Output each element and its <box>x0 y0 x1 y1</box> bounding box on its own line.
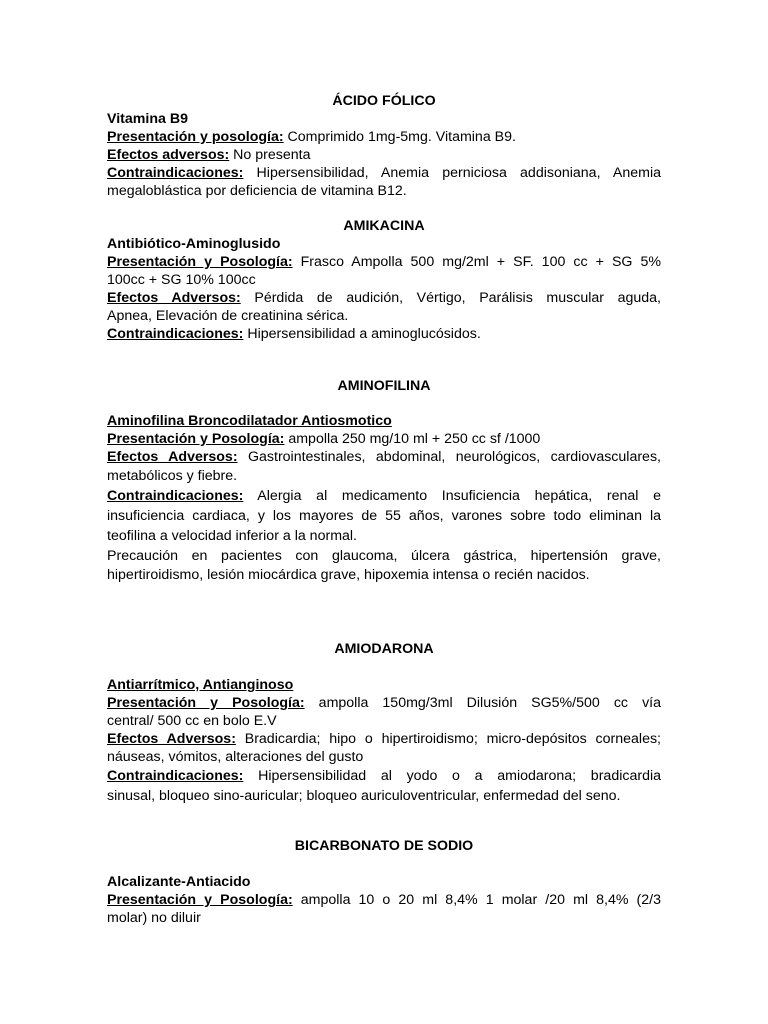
presentation-text: ampolla 10 o 20 ml 8,4% 1 molar /20 ml 8,4% (2/3 <box>292 892 661 908</box>
presentation-text: Frasco Ampolla 500 mg/2ml + SF. 100 cc + SG 5% <box>292 254 661 270</box>
drug-category: Aminofilina Broncodilatador Antiosmotico <box>107 413 392 429</box>
adverse-effects-label: Efectos Adversos: <box>107 731 236 747</box>
drug-entry-aminofilina <box>107 412 661 584</box>
adverse-effects-label: Efectos Adversos: <box>107 290 241 306</box>
presentation-line <box>107 891 661 909</box>
adverse-effects-text: Gastrointestinales, abdominal, neurológicos, cardiovasculares, <box>237 449 661 465</box>
presentation-text-continued: 100cc + SG 10% 100cc <box>107 272 256 288</box>
section-title: BICARBONATO DE SODIO <box>294 838 474 854</box>
adverse-effects-line <box>107 448 661 466</box>
contraindications-text-continued: insuficiencia cardiaca, y los mayores de 55 años, varones sobre todo eliminan la <box>107 508 661 524</box>
drug-entry-amikacina <box>107 235 661 343</box>
precaution-text-continued: hipertiroidismo, lesión miocárdica grave, hipoxemia intensa o recién nacidos. <box>107 567 590 583</box>
adverse-effects-label: Efectos adversos: <box>107 147 230 163</box>
contraindications-line <box>107 325 661 343</box>
section-title: AMINOFILINA <box>337 378 431 394</box>
drug-entry-amiodarona <box>107 676 661 806</box>
drug-category: Antibiótico-Aminoglusido <box>107 236 281 252</box>
contraindications-label: Contraindicaciones: <box>107 768 244 784</box>
contraindications-text: Hipersensibilidad al yodo o a amiodarona; bradicardia <box>243 768 661 784</box>
presentation-text-continued: molar) no diluir <box>107 910 201 926</box>
contraindications-label: Contraindicaciones: <box>107 488 244 504</box>
presentation-line <box>107 430 661 448</box>
adverse-effects-text-continued: náuseas, vómitos, alteraciones del gusto <box>107 749 364 765</box>
presentation-label: Presentación y Posología: <box>107 892 293 908</box>
drug-entry-acido-folico <box>107 110 661 200</box>
adverse-effects-text: No presenta <box>229 147 311 163</box>
presentation-line <box>107 128 661 146</box>
adverse-effects-text: Pérdida de audición, Vértigo, Parálisis muscular aguda, <box>240 290 661 306</box>
presentation-label: Presentación y posología: <box>107 129 284 145</box>
adverse-effects-label: Efectos Adversos: <box>107 449 238 465</box>
contraindications-text-continued: sinusal, bloqueo sino-auricular; bloqueo auriculoventricular, enfermedad del seno. <box>107 788 621 804</box>
contraindications-line <box>107 486 661 506</box>
drug-category: Vitamina B9 <box>107 111 188 127</box>
presentation-line <box>107 253 661 271</box>
section-title: ÁCIDO FÓLICO <box>332 93 436 109</box>
section-title: AMIKACINA <box>343 218 425 234</box>
drug-entry-bicarbonato <box>107 873 661 927</box>
presentation-text: ampolla 150mg/3ml Dilusión SG5%/500 cc vía <box>304 695 661 711</box>
contraindications-label: Contraindicaciones: <box>107 326 244 342</box>
contraindications-text: Alergia al medicamento Insuficiencia hepática, renal e <box>243 488 661 504</box>
drug-category: Antiarrítmico, Antianginoso <box>107 677 294 693</box>
adverse-effects-text-continued: Apnea, Elevación de creatinina sérica. <box>107 308 349 324</box>
adverse-effects-text: Bradicardia; hipo o hipertiroidismo; micro-depósitos corneales; <box>235 731 661 747</box>
presentation-label: Presentación y Posología: <box>107 431 285 447</box>
contraindications-line <box>107 766 661 786</box>
adverse-effects-line <box>107 289 661 307</box>
presentation-label: Presentación y Posología: <box>107 695 305 711</box>
drug-category: Alcalizante-Antiacido <box>107 874 251 890</box>
section-title: AMIODARONA <box>334 641 434 657</box>
adverse-effects-line <box>107 146 661 164</box>
presentation-text: Comprimido 1mg-5mg. Vitamina B9. <box>283 129 516 145</box>
contraindications-text: Hipersensibilidad, Anemia perniciosa addisoniana, Anemia <box>243 165 661 181</box>
contraindications-text-continued: teofilina a velocidad inferior a la normal. <box>107 528 357 544</box>
contraindications-text: Hipersensibilidad a aminoglucósidos. <box>243 326 481 342</box>
presentation-label: Presentación y Posología: <box>107 254 293 270</box>
precaution-text: Precaución en pacientes con glaucoma, úlcera gástrica, hipertensión grave, <box>107 548 661 564</box>
presentation-line <box>107 694 661 712</box>
presentation-text: ampolla 250 mg/10 ml + 250 cc sf /1000 <box>284 431 541 447</box>
contraindications-text-continued: megaloblástica por deficiencia de vitamina B12. <box>107 183 407 199</box>
contraindications-label: Contraindicaciones: <box>107 165 244 181</box>
contraindications-line <box>107 164 661 182</box>
adverse-effects-text-continued: metabólicos y fiebre. <box>107 468 238 484</box>
adverse-effects-line <box>107 730 661 748</box>
presentation-text-continued: central/ 500 cc en bolo E.V <box>107 713 277 729</box>
